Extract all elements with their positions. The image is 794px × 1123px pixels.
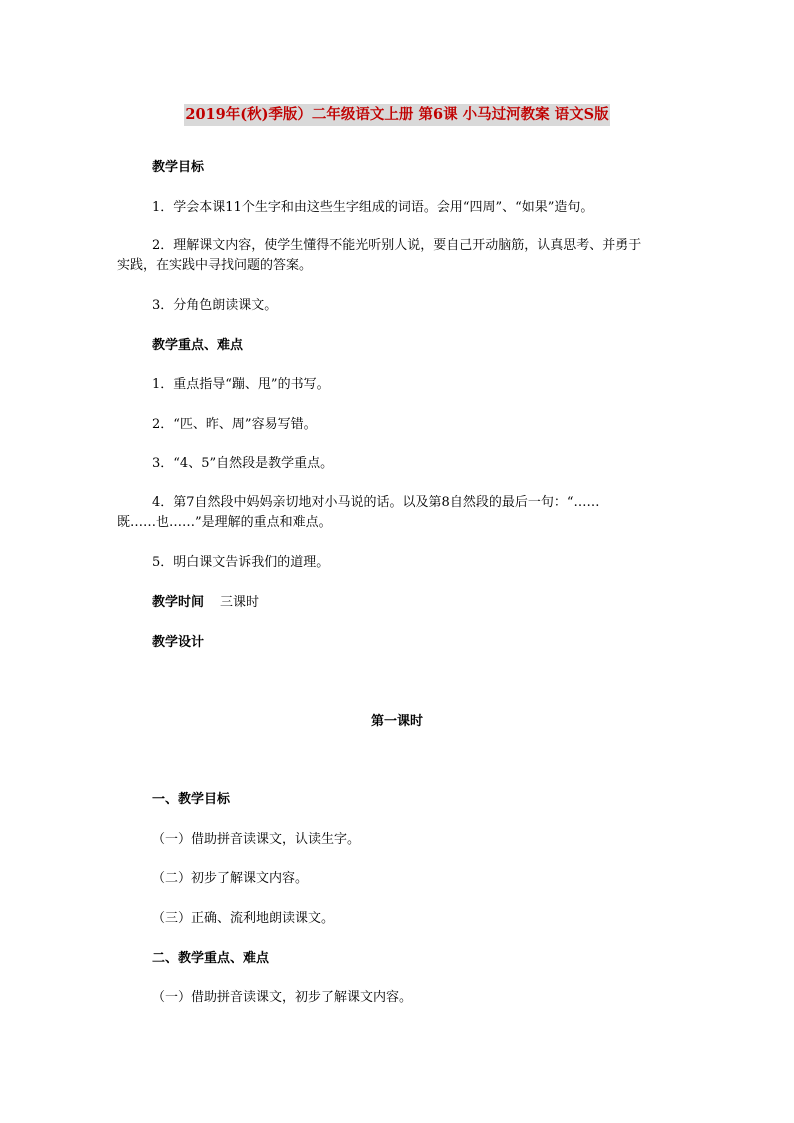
document-title: 2019年(秋)季版）二年级语文上册 第6课 小马过河教案 语文S版: [184, 104, 609, 126]
goal-item-1: 1．学会本课11个生字和由这些生字组成的词语。会用“四周”、“如果”造句。: [152, 200, 594, 215]
key-point-3: 3．“4、5”自然段是教学重点。: [152, 456, 334, 471]
goal-item-2: 2．理解课文内容，使学生懂得不能光听别人说，要自己开动脑筋，认真思考、并勇于: [152, 238, 642, 253]
key-point-2: 2．“匹、昨、周”容易写错。: [152, 417, 317, 432]
key-point-1: 1．重点指导“蹦、甩”的书写。: [152, 377, 330, 392]
heading-teaching-goals: 教学目标: [152, 160, 205, 175]
key-point-5: 5．明白课文告诉我们的道理。: [152, 555, 330, 570]
section-1-item-3: （三）正确、流利地朗读课文。: [152, 911, 335, 926]
section-2-heading: 二、教学重点、难点: [152, 951, 270, 966]
teaching-time-value: 三课时: [220, 595, 260, 610]
title-container: [0, 104, 794, 126]
teaching-time-label: 教学时间: [152, 595, 205, 610]
section-2-item-1: （一）借助拼音读课文，初步了解课文内容。: [152, 990, 413, 1005]
key-point-4-continued: 既……也……”是理解的重点和难点。: [117, 515, 332, 530]
lesson-1-title: 第一课时: [370, 714, 423, 729]
key-point-4: 4．第7自然段中妈妈亲切地对小马说的话。以及第8自然段的最后一句：“……: [152, 495, 600, 510]
section-1-item-1: （一）借助拼音读课文，认读生字。: [152, 832, 361, 847]
section-1-heading: 一、教学目标: [152, 792, 231, 807]
teaching-time-row: [152, 593, 259, 613]
heading-teaching-design: 教学设计: [152, 635, 205, 650]
goal-item-2-continued: 实践，在实践中寻找问题的答案。: [117, 258, 313, 273]
section-1-item-2: （二）初步了解课文内容。: [152, 871, 309, 886]
goal-item-3: 3．分角色朗读课文。: [152, 298, 278, 313]
heading-key-points: 教学重点、难点: [152, 338, 244, 353]
